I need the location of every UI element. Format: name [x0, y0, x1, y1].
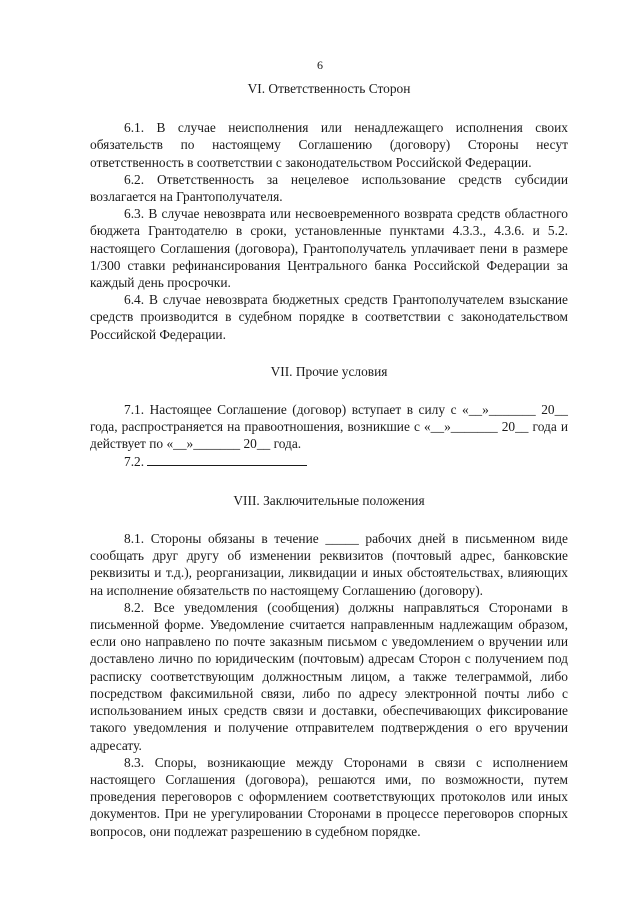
clause-7-2-label: 7.2.	[124, 453, 145, 469]
clause-8-2: 8.2. Все уведомления (сообщения) должны направляться Сторонами в письменной форме. Уведомление считается направленным надлежащим образом, если оно направлено по почте заказным письмом с уведомлением о вручении или доставлено лично по юридическим (почтовым) адресам Сторон с получением под расписку соответствующим должностным лицом, а также телеграммой, либо посредством факсимильной связи, либо по адресу электронной почты либо с использованием иных средств связи и доставки, обеспечивающих фиксирование такого уведомления и получение отправителем подтверждения о его вручении адресату.	[90, 599, 568, 753]
clause-6-1: 6.1. В случае неисполнения или ненадлежащего исполнения своих обязательств по настоящему Соглашению (договору) Стороны несут ответственность в соответствии с законодательством Российской Федерации.	[90, 120, 568, 170]
document-body	[90, 80, 568, 840]
clause-6-3: 6.3. В случае невозврата или несвоевременного возврата средств областного бюджета Грантодателю в сроки, установленные пунктами 4.3.3., 4.3.6. и 5.2. настоящего Соглашения (договора), Грантополучатель уплачивает пени в размере 1/300 ставки рефинансирования Центрального банка Российской Федерации за каждый день просрочки.	[90, 206, 568, 291]
section-responsibility	[90, 80, 568, 343]
clause-7-2-blank-line	[147, 453, 307, 466]
section-other-conditions	[90, 363, 568, 470]
section-heading-vi: VI. Ответственность Сторон	[247, 81, 411, 96]
section-heading-vii: VII. Прочие условия	[270, 363, 388, 379]
page-number: 6	[317, 58, 323, 72]
clause-6-2: 6.2. Ответственность за нецелевое использование средств субсидии возлагается на Грантополучателя.	[90, 171, 568, 205]
clause-8-1: 8.1. Стороны обязаны в течение _____ рабочих дней в письменном виде сообщать друг другу об изменении реквизитов (почтовый адрес, банковские реквизиты и т.д.), реорганизации, ликвидации и иных обстоятельствах, влияющих на исполнение обязательств по настоящему Соглашению (договору).	[90, 531, 568, 598]
clause-8-3: 8.3. Споры, возникающие между Сторонами в связи с исполнением настоящего Соглашения (договора), решаются ими, по возможности, путем проведения переговоров с оформлением соответствующих протоколов или иных документов. При не урегулировании Сторонами в процессе переговоров спорных вопросов, они подлежат разрешению в судебном порядке.	[90, 754, 568, 839]
section-final-provisions	[90, 492, 568, 840]
clause-6-4: 6.4. В случае невозврата бюджетных средств Грантополучателем взыскание средств производится в судебном порядке в соответствии с законодательством Российской Федерации.	[90, 292, 568, 342]
clause-7-1: 7.1. Настоящее Соглашение (договор) вступает в силу с «__»_______ 20__ года, распространяется на правоотношения, возникшие с «__»_______ 20__ года и действует по «__»_______ 20__ года.	[90, 402, 568, 452]
section-heading-viii: VIII. Заключительные положения	[233, 492, 425, 508]
clause-7-2	[90, 453, 568, 470]
